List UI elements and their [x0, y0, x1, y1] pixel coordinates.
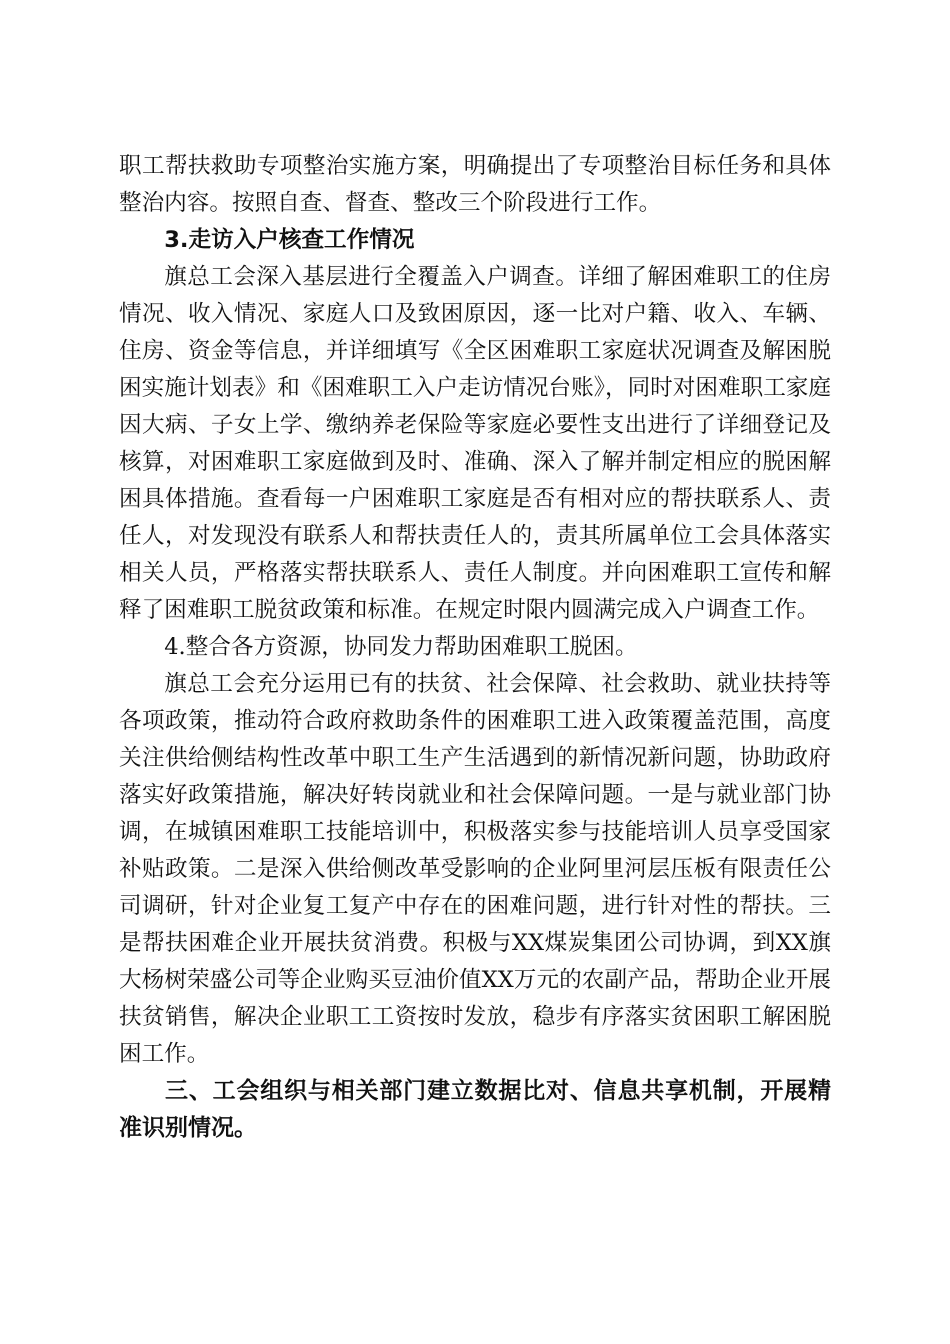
section-3-title: 三、工会组织与相关部门建立数据比对、信息共享机制，开展精准识别情况。	[119, 1078, 831, 1141]
document-body	[119, 148, 831, 1147]
paragraph-home-visits: 旗总工会深入基层进行全覆盖入户调查。详细了解困难职工的住房情况、收入情况、家庭人口及致困原因，逐一比对户籍、收入、车辆、住房、资金等信息，并详细填写《全区困难职工家庭状况调查及解困脱困实施计划表》和《困难职工入户走访情况台账》，同时对困难职工家庭因大病、子女上学、缴纳养老保险等家庭必要性支出进行了详细登记及核算，对困难职工家庭做到及时、准确、深入了解并制定相应的脱困解困具体措施。查看每一户困难职工家庭是否有相对应的帮扶联系人、责任人，对发现没有联系人和帮扶责任人的，责其所属单位工会具体落实相关人员，严格落实帮扶联系人、责任人制度。并向困难职工宣传和解释了困难职工脱贫政策和标准。在规定时限内圆满完成入户调查工作。	[119, 264, 831, 623]
heading-3-home-visits: 3.走访入户核查工作情况	[164, 227, 415, 253]
heading-4-integrate-resources: 4.整合各方资源，协同发力帮助困难职工脱困。	[164, 634, 638, 660]
paragraph-integrate-resources: 旗总工会充分运用已有的扶贫、社会保障、社会救助、就业扶持等各项政策，推动符合政府救助条件的困难职工进入政策覆盖范围，高度关注供给侧结构性改革中职工生产生活遇到的新情况新问题，协助政府落实好政策措施，解决好转岗就业和社会保障问题。一是与就业部门协调，在城镇困难职工技能培训中，积极落实参与技能培训人员享受国家补贴政策。二是深入供给侧改革受影响的企业阿里河层压板有限责任公司调研，针对企业复工复产中存在的困难问题，进行针对性的帮扶。三是帮扶困难企业开展扶贫消费。积极与XX煤炭集团公司协调，到XX旗大杨树荣盛公司等企业购买豆油价值XX万元的农副产品，帮助企业开展扶贫销售，解决企业职工工资按时发放，稳步有序落实贫困职工解困脱困工作。	[119, 671, 831, 1067]
intro-paragraph: 职工帮扶救助专项整治实施方案，明确提出了专项整治目标任务和具体整治内容。按照自查、督查、整改三个阶段进行工作。	[119, 153, 831, 216]
